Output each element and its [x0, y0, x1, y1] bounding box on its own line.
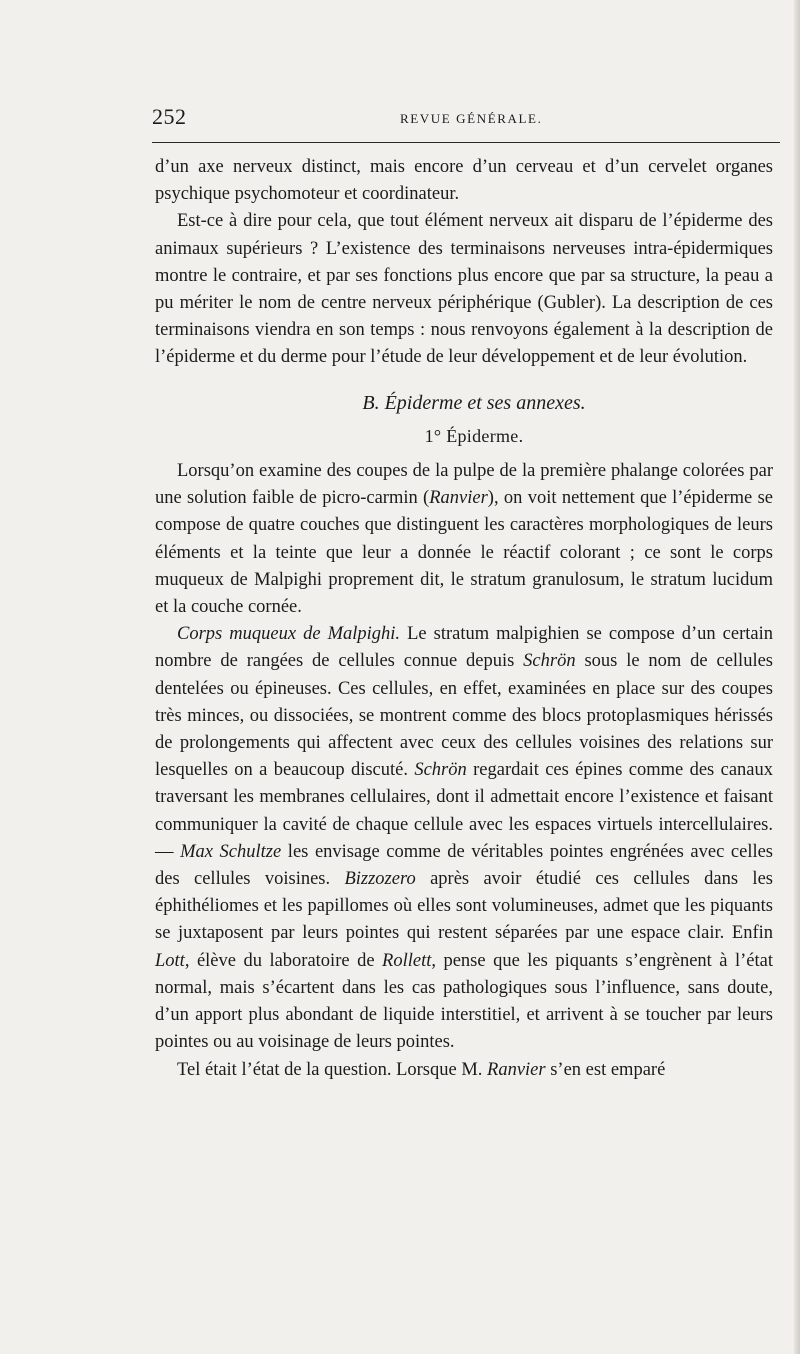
page-edge-shadow [794, 0, 800, 1354]
p4-bizzozero: Bizzozero [344, 869, 416, 890]
p4-text-a: Le stratum malpighien se compose d’un certain nombre de rangées de cellules connue depuis [155, 624, 773, 672]
p4-text-e: après avoir étudié ces cellules dans les éphithéliomes et les papillomes où elles sont volumineuses, admet que les piquants se juxtaposent par leurs pointes qui restent séparées par une espace clair. Enfin [155, 869, 773, 944]
running-title: REVUE GÉNÉRALE. [400, 111, 543, 126]
p4-text-g: , pense que les piquants s’engrènent à l’état normal, mais s’écartent dans les cas pathologiques sous l’influence, sans doute, d’un apport plus abondant de liquide interstitiel, et arrivent à se toucher par leurs pointes ou au voisinage de leurs pointes. [155, 950, 774, 1053]
p5-ranvier: Ranvier [487, 1059, 546, 1080]
p5-text-a: Tel était l’état de la question. Lorsque M. [177, 1059, 488, 1080]
p4-title: Corps muqueux de Malpighi. [177, 624, 401, 645]
p3-ranvier: Ranvier [429, 488, 488, 509]
p4-text-c: regardait ces épines comme des canaux traversant les membranes cellulaires, dont il admettait encore l’existence et faisant communiquer la cavité de chaque cellule avec les espaces virtuels intercellulaires. — [155, 760, 773, 862]
paragraph-5 [155, 1057, 773, 1084]
p4-lott: Lott [155, 950, 185, 971]
p4-text-d: les envisage comme de véritables pointes engrénées avec celles des cellules voisines. [155, 841, 774, 890]
p4-text-b: sous le nom de cellules dentelées ou épineuses. Ces cellules, en effet, examinées en place sur des coupes très minces, ou dissociées, se montrent comme des blocs protoplasmiques hérissés de prolongements qui affectent avec ceux des cellules voisines des relations sur lesquelles on a beaucoup discuté. [155, 651, 773, 781]
p3-text-a: Lorsqu’on examine des coupes de la pulpe de la première phalange colorées par une solution faible de picro-carmin ( [155, 461, 773, 509]
p3-text-b: ), on voit nettement que l’épiderme se compose de quatre couches que distinguent les caractères morphologiques de leurs éléments et la teinte que leur a donnée le réactif colorant ; ce sont le corps muqueux de Malpighi proprement dit, le stratum granulosum, le stratum lucidum et la couche cornée. [155, 488, 773, 618]
page-header [152, 104, 780, 130]
p4-schron-2: Schrön [414, 760, 467, 781]
paragraph-1: d’un axe nerveux distinct, mais encore d’un cerveau et d’un cervelet organes psychique psychomoteur et coordinateur. [155, 157, 773, 205]
p5-text-b: s’en est emparé [545, 1059, 666, 1080]
header-rule [152, 142, 780, 143]
section-heading: B. Épiderme et ses annexes. [362, 391, 586, 414]
paragraph-4 [155, 621, 773, 1056]
paragraph-3 [155, 458, 773, 621]
p4-text-f: , élève du laboratoire de [184, 950, 383, 971]
subsection-heading: 1° Épiderme. [424, 425, 524, 446]
paragraph-2: Est-ce à dire pour cela, que tout élément nerveux ait disparu de l’épiderme des animaux supérieurs ? L’existence des terminaisons nerveuses intra-épidermiques montre le contraire, et par ses fonctions plus encore que par sa structure, la peau a pu mériter le nom de centre nerveux périphérique (Gubler). La description de ces terminaisons viendra en son temps : nous renvoyons également à la description de l’épiderme et du derme pour l’étude de leur développement et de leur évolution. [155, 211, 773, 368]
p4-schultze: Max Schultze [180, 841, 282, 862]
p4-rollett: Rollett [382, 950, 432, 971]
body-text [155, 154, 773, 1084]
page-number: 252 [152, 104, 187, 129]
p4-schron-1: Schrön [523, 651, 576, 672]
